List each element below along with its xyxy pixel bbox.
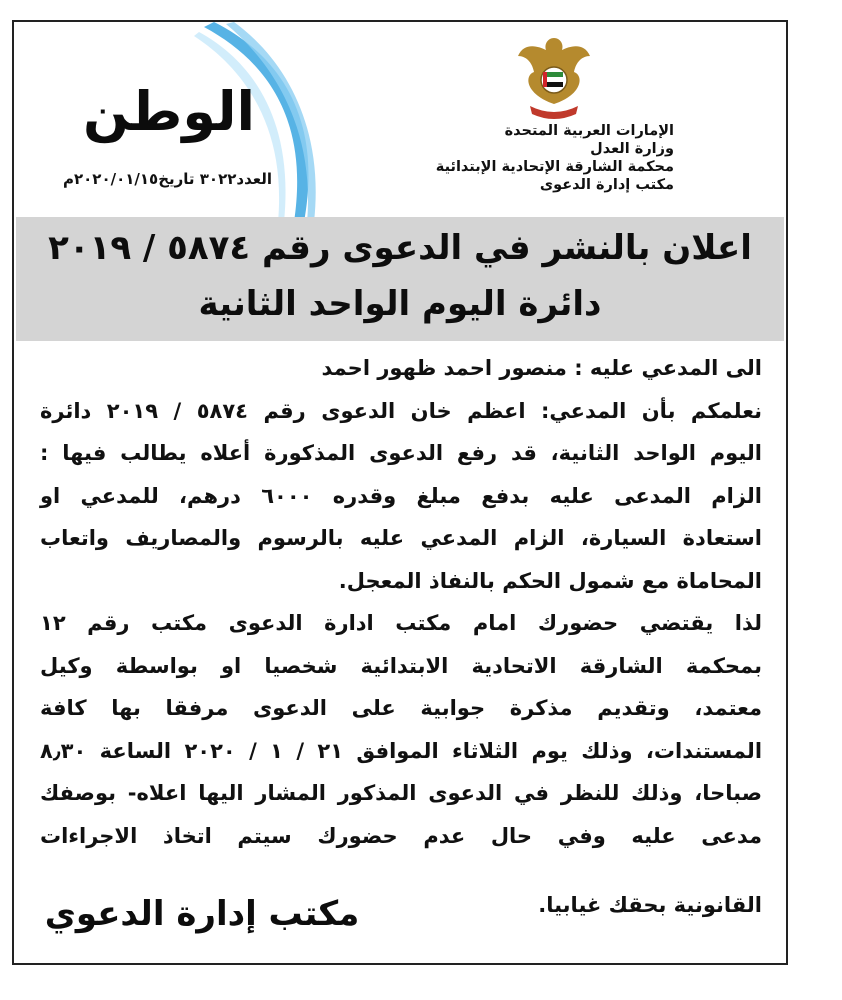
body-line: لذا يقتضي حضورك امام مكتب ادارة الدعوى مكتب رقم ١٢ xyxy=(40,611,762,635)
notice-body xyxy=(40,347,762,857)
body-line: مدعى عليه وفي حال عدم حضورك سيتم اتخاذ الاجراءات xyxy=(40,823,762,848)
government-header xyxy=(364,122,674,194)
headline-banner xyxy=(16,217,784,341)
body-line: بمحكمة الشارقة الاتحادية الابتدائية شخصيا او بواسطة وكيل xyxy=(40,653,762,678)
body-line: المحاماة مع شمول الحكم بالنفاذ المعجل. xyxy=(338,568,762,593)
ad-frame xyxy=(12,20,788,965)
newspaper-name: الوطن xyxy=(82,80,256,143)
headline-line-1: اعلان بالنشر في الدعوى رقم ٥٨٧٤ / ٢٠١٩ xyxy=(48,228,752,268)
uae-emblem-icon xyxy=(514,32,594,124)
signature: مكتب إدارة الدعوي xyxy=(44,894,360,934)
body-line: معتمد، وتقديم مذكرة جوابية على الدعوى مرفقا بها كافة xyxy=(40,696,762,720)
issue-line: العدد٣٠٢٢ تاريخ٢٠٢٠/٠١/١٥م xyxy=(62,170,272,188)
gov-line: محكمة الشارقة الإتحادية الإبتدائية xyxy=(435,159,674,175)
body-line: الى المدعي عليه : منصور احمد ظهور احمد xyxy=(321,356,762,380)
gov-line: مكتب إدارة الدعوى xyxy=(539,177,674,193)
gov-line: وزارة العدل xyxy=(590,141,674,157)
gov-line: الإمارات العربية المتحدة xyxy=(504,123,674,139)
body-line: صباحا، وذلك للنظر في الدعوى المذكور المشار اليها اعلاه- بوصفك xyxy=(40,781,762,805)
body-line: نعلمكم بأن المدعي: اعظم خان الدعوى رقم ٥٨٧٤ / ٢٠١٩ دائرة xyxy=(40,398,762,423)
final-line: القانونية بحقك غيابيا. xyxy=(538,893,762,917)
body-line: الزام المدعى عليه بدفع مبلغ وقدره ٦٠٠٠ درهم، للمدعي او xyxy=(40,483,762,508)
headline-line-2: دائرة اليوم الواحد الثانية xyxy=(198,284,602,324)
body-line: المستندات، وذلك يوم الثلاثاء الموافق ٢١ / ١ / ٢٠٢٠ الساعة ٨٫٣٠ xyxy=(40,738,763,763)
body-line: اليوم الواحد الثانية، قد رفع الدعوى المذكورة أعلاه يطالب فيها : xyxy=(40,441,762,465)
body-line: استعادة السيارة، الزام المدعي عليه بالرسوم والمصاريف واتعاب xyxy=(40,526,762,550)
